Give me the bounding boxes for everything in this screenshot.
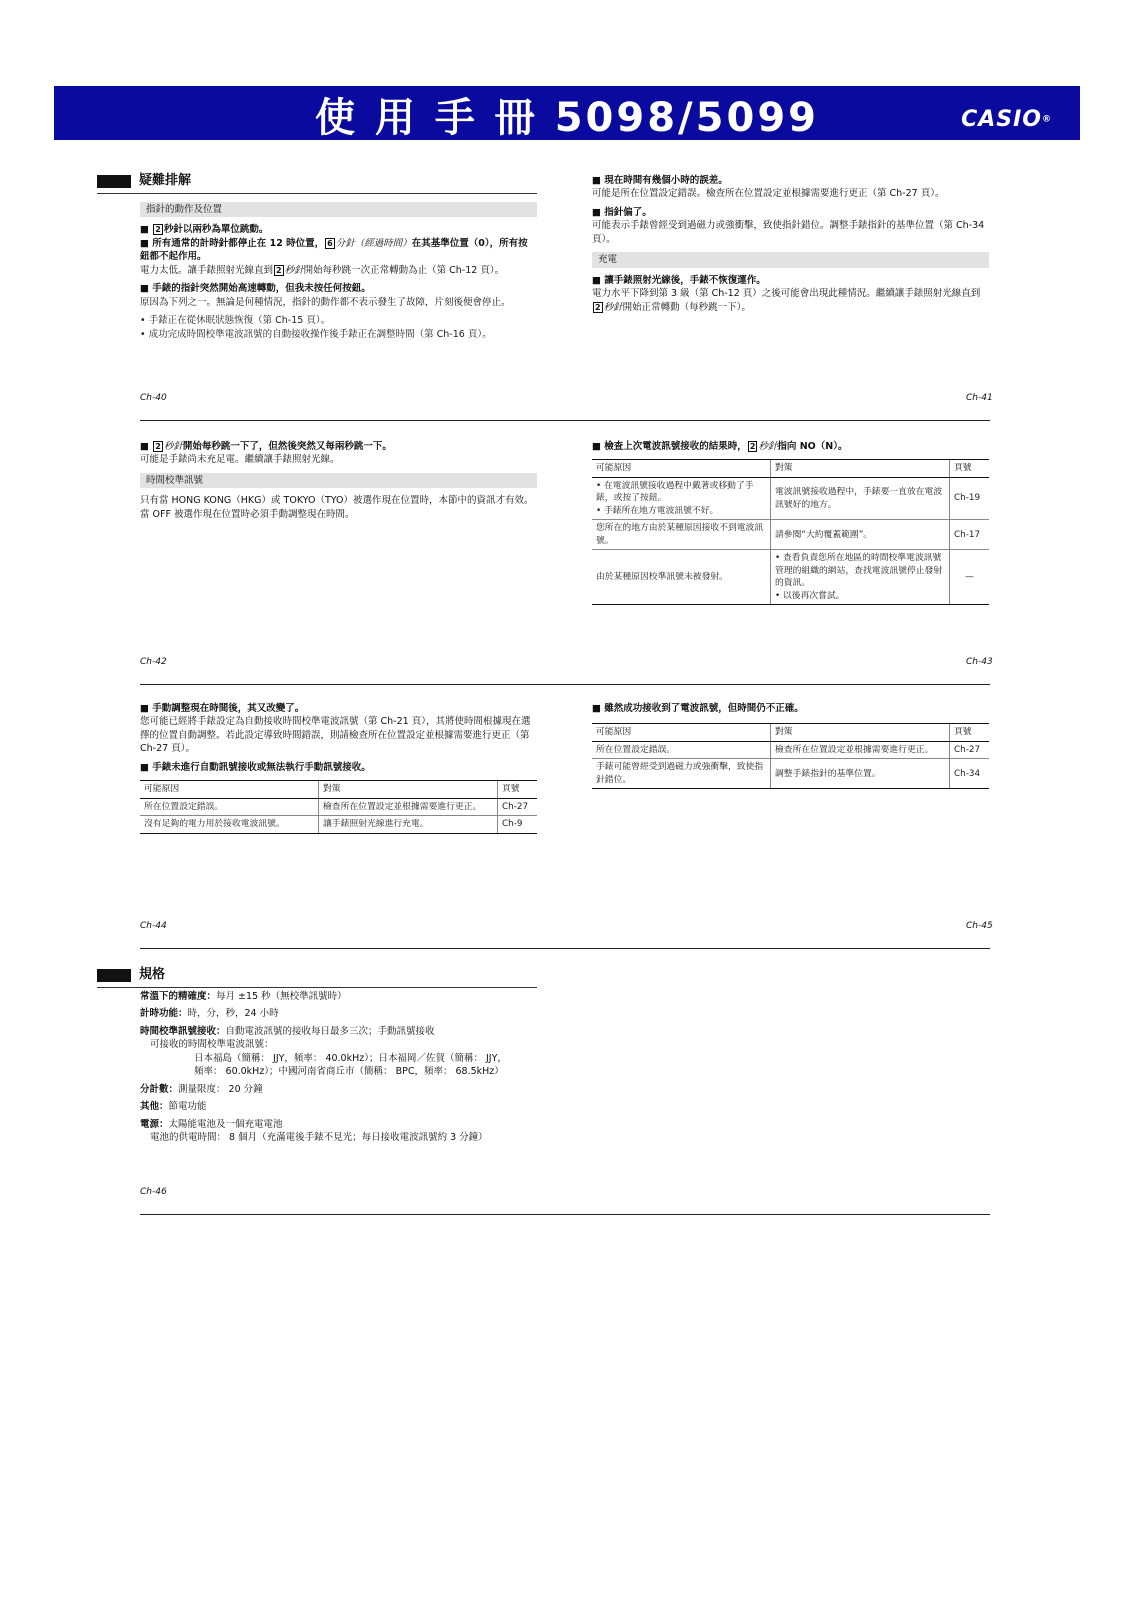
para-italic: 秒針	[284, 264, 304, 276]
section-title: 規格	[139, 967, 166, 982]
paragraph	[592, 287, 989, 314]
spec-value: 測量限度： 20 分鐘	[178, 1083, 263, 1095]
spec-value: 太陽能電池及一個充電電池	[168, 1118, 283, 1130]
page-divider	[140, 684, 990, 685]
col-header: 頁號	[950, 724, 990, 741]
table-cell: —	[950, 550, 990, 605]
paragraph	[140, 264, 537, 277]
page-ch46	[140, 990, 560, 1149]
section-specs-head	[97, 966, 537, 988]
table-row	[592, 520, 989, 550]
item-text: 指向 NO（N）。	[777, 441, 848, 452]
table-cell: Ch-34	[950, 759, 990, 789]
page-ch40	[140, 196, 537, 341]
col-header: 可能原因	[592, 724, 771, 741]
para-text: 電力水平下降到第 3 級（第 Ch-12 頁）之後可能會出現此種情況。繼續讓手錶照射光線直到	[592, 288, 981, 300]
table-cell: 手錶可能曾經受到過磁力或強衝擊，致使指針錯位。	[592, 759, 771, 789]
spec-value: 時，分，秒，24 小時	[187, 1008, 279, 1020]
spec-line: 可接收的時間校準電波訊號：	[150, 1039, 274, 1051]
table-row	[592, 477, 989, 519]
table-cell: 調整手錶指針的基準位置。	[771, 759, 950, 789]
subhead-hands: 指針的動作及位置	[140, 202, 537, 217]
table-cell: Ch-27	[498, 798, 538, 815]
paragraph: 可能表示手錶曾經受到過磁力或強衝擊，致使指針錯位。調整手錶指針的基準位置（第 Ch-34 頁）。	[592, 220, 985, 245]
page-number: Ch-40	[140, 393, 167, 403]
col-header: 對策	[771, 724, 950, 741]
para-text: 電力太低。讓手錶照射光線直到	[140, 264, 274, 276]
subhead-signal: 時間校準訊號	[140, 473, 537, 488]
page-number: Ch-42	[140, 657, 167, 667]
section-troubleshooting-head	[97, 172, 537, 194]
spec-line: 頻率： 60.0kHz）；中國河南省商丘市（簡稱： BPC，頻率： 68.5kHz）	[194, 1066, 504, 1078]
item-text: 開始每秒跳一下了，但然後突然又每兩秒跳一下。	[182, 441, 392, 452]
col-header: 頁號	[950, 460, 990, 477]
table-cell	[771, 550, 950, 605]
item-text: 手錶未進行自動訊號接收或無法執行手動訊號接收。	[152, 761, 371, 773]
spec-line	[140, 1007, 560, 1020]
table-cell: 由於某種原因校準訊號未被發射。	[592, 550, 771, 605]
subhead-charging: 充電	[592, 252, 989, 267]
paragraph: 只有當 HONG KONG（HKG）或 TOKYO（TYO）被選作現在位置時，本節中的資訊才有效。當 OFF 被選作現在位置時必須手動調整現在時間。	[140, 495, 534, 520]
spec-line	[140, 1118, 560, 1131]
col-header: 對策	[771, 460, 950, 477]
section-marker	[97, 969, 131, 982]
table-cell	[592, 477, 771, 519]
item-italic: 分針（經過時間）	[335, 237, 412, 249]
section-title: 疑難排解	[139, 173, 192, 188]
table-cell: 檢查所在位置設定並根據需要進行更正。	[319, 798, 498, 815]
table-header-row	[140, 781, 537, 798]
button-mark: 2	[155, 225, 161, 235]
page-divider	[140, 1214, 990, 1215]
item-title: ■ 2 秒針以兩秒為單位跳動。	[140, 224, 269, 236]
item-title: ■ 現在時間有幾個小時的誤差。	[592, 175, 728, 186]
spec-key: 其他：	[140, 1101, 169, 1113]
item-italic: 秒針	[163, 441, 183, 452]
page-ch42	[140, 438, 537, 526]
manual-title: 使 用 手 冊 5098/5099	[315, 95, 819, 141]
spec-line	[140, 1083, 560, 1096]
item-title: ■ 雖然成功接收到了電波訊號，但時間仍不正確。	[592, 703, 804, 714]
item-text: 手動調整現在時間後，其又改變了。	[152, 703, 305, 714]
page-number: Ch-46	[140, 1187, 167, 1197]
item-italic: 秒針	[758, 441, 778, 452]
item-text: 雖然成功接收到了電波訊號，但時間仍不正確。	[604, 703, 804, 714]
table-cell: 沒有足夠的電力用於接收電波訊號。	[140, 816, 319, 833]
table-row	[592, 550, 989, 605]
page-divider	[140, 420, 990, 421]
button-mark: 6	[327, 238, 333, 248]
table-header-row	[592, 724, 989, 741]
item-text: 讓手錶照射光線後，手錶不恢復運作。	[604, 274, 766, 286]
table-row	[140, 816, 537, 833]
spec-value: 自動電波訊號的接收每日最多三次；手動訊號接收	[225, 1025, 435, 1037]
item-title: ■ 所有通常的計時針都停止在 12 時位置， 6 分針（經過時間）在其基準位置（0），所有按鈕都不起作用。	[140, 237, 528, 263]
table-cell: 檢查所在位置設定並根據需要進行更正。	[771, 741, 950, 758]
bullet-item: • 手錶正在從休眠狀態恢復（第 Ch-15 頁）。	[140, 315, 331, 327]
table-cell: 所在位置設定錯誤。	[592, 741, 771, 758]
casio-logo	[961, 104, 1052, 135]
table-cell: 讓手錶照射光線進行充電。	[319, 816, 498, 833]
table-cell: 所在位置設定錯誤。	[140, 798, 319, 815]
button-mark: 2	[155, 442, 161, 451]
table-cell: Ch-9	[498, 816, 538, 833]
item-text: 秒針以兩秒為單位跳動。	[163, 224, 269, 236]
spec-key: 時間校準訊號接收：	[140, 1025, 226, 1037]
col-header: 對策	[319, 781, 498, 798]
item-title: ■ 手動調整現在時間後，其又改變了。	[140, 703, 305, 714]
item-text: 手錶的指針突然開始高速轉動，但我未按任何按鈕。	[152, 283, 371, 295]
cell-text: • 手錶所在地方電波訊號不好。	[596, 505, 719, 516]
item-text: 現在時間有幾個小時的誤差。	[604, 175, 728, 186]
spec-line	[140, 1025, 560, 1038]
section-marker	[97, 175, 131, 188]
page-number: Ch-43	[966, 657, 993, 667]
spec-line: 日本福島（簡稱： JJY，頻率： 40.0kHz）；日本福岡／佐賀（簡稱： JJY，	[194, 1052, 507, 1064]
item-text: 指針偏了。	[604, 206, 652, 218]
para-text: 開始每秒跳一次正常轉動為止（第 Ch-12 頁）。	[303, 264, 505, 276]
spec-key: 分計數：	[140, 1083, 179, 1095]
page-divider	[140, 948, 990, 949]
spec-line	[140, 990, 560, 1003]
col-header: 可能原因	[140, 781, 319, 798]
para-italic: 秒針	[603, 301, 623, 313]
item-text: 檢查上次電波訊號接收的結果時，	[604, 441, 747, 452]
cell-text: • 以後再次嘗試。	[775, 590, 845, 601]
table-cell: Ch-19	[950, 477, 990, 519]
col-header: 可能原因	[592, 460, 771, 477]
bullet-item: • 成功完成時間校準電波訊號的自動接收操作後手錶正在調整時間（第 Ch-16 頁）。	[140, 328, 492, 340]
item-title: ■ 手錶的指針突然開始高速轉動，但我未按任何按鈕。	[140, 283, 371, 295]
header-banner	[54, 86, 1080, 140]
page-number: Ch-44	[140, 921, 167, 931]
table-header-row	[592, 460, 989, 477]
table-row	[592, 759, 989, 789]
spec-line	[140, 1100, 560, 1113]
table-cell: 您所在的地方由於某種原因接收不到電波訊號。	[592, 520, 771, 550]
table-row	[140, 798, 537, 815]
paragraph: 您可能已經將手錶設定為自動接收時間校準電波訊號（第 Ch-21 頁），其將使時間根據現在選擇的位置自動調整。若此設定導致時間錯誤，則請檢查所在位置設定並根據需要進行更正（第 Ch-27 頁）。	[140, 716, 531, 755]
spec-value: 節電功能	[168, 1101, 207, 1113]
spec-line: 電池的供電時間： 8 個月（充滿電後手錶不見光；每日接收電波訊號約 3 分鐘）	[150, 1132, 488, 1144]
page-ch41	[592, 172, 989, 319]
table-cell: 電波訊號接收過程中，手錶要一直放在電波訊號好的地方。	[771, 477, 950, 519]
spec-value: 每月 ±15 秒（無校準訊號時）	[216, 991, 347, 1002]
spec-key: 電源：	[140, 1118, 169, 1130]
cell-text: • 查看負責您所在地區的時間校準電波訊號管理的組織的網站，查找電波訊號停止發射的資訊。	[775, 553, 943, 589]
paragraph: 可能是所在位置設定錯誤。檢查所在位置設定並根據需要進行更正（第 Ch-27 頁）。	[592, 188, 945, 200]
table-row	[592, 741, 989, 758]
item-title: ■ 手錶未進行自動訊號接收或無法執行手動訊號接收。	[140, 761, 371, 773]
paragraph: 原因為下列之一。無論是何種情況，指針的動作都不表示發生了故障，片刻後便會停止。	[140, 296, 511, 308]
button-mark: 2	[749, 442, 756, 451]
col-header: 頁號	[498, 781, 538, 798]
page-ch44	[140, 700, 537, 834]
troubleshoot-table	[592, 459, 989, 605]
button-mark: 2	[595, 302, 601, 312]
casio-logo-text: CASIO	[961, 107, 1042, 132]
item-title: ■ 讓手錶照射光線後，手錶不恢復運作。	[592, 274, 766, 286]
table-cell: Ch-17	[950, 520, 990, 550]
table-cell: Ch-27	[950, 741, 990, 758]
para-text: 開始正常轉動（每秒跳一下）。	[622, 301, 751, 313]
item-title: ■ 2 秒針開始每秒跳一下了，但然後突然又每兩秒跳一下。	[140, 441, 392, 452]
paragraph: 可能是手錶尚未充足電。繼續讓手錶照射光線。	[140, 454, 340, 466]
item-text: 在其基準位置（0），所有按鈕都不起作用。	[140, 237, 528, 263]
page-ch45	[592, 700, 989, 789]
item-title: ■ 指針偏了。	[592, 206, 652, 218]
cell-text: • 在電波訊號接收過程中戴著或移動了手錶，或按了按鈕。	[596, 480, 754, 504]
page-ch43	[592, 438, 989, 605]
reception-table	[140, 780, 537, 833]
page-number: Ch-41	[966, 393, 993, 403]
button-mark: 2	[276, 265, 282, 275]
spec-key: 計時功能：	[140, 1008, 188, 1020]
item-text: 所有通常的計時針都停止在 12 時位置，	[152, 237, 325, 249]
item-title: ■ 檢查上次電波訊號接收的結果時， 2 秒針指向 NO（N）。	[592, 441, 848, 452]
spec-key: 常溫下的精確度：	[140, 991, 217, 1002]
registered-mark: ®	[1042, 114, 1052, 125]
accuracy-table	[592, 723, 989, 789]
page-number: Ch-45	[966, 921, 993, 931]
table-cell: 請參閱“大約覆蓋範圍”。	[771, 520, 950, 550]
